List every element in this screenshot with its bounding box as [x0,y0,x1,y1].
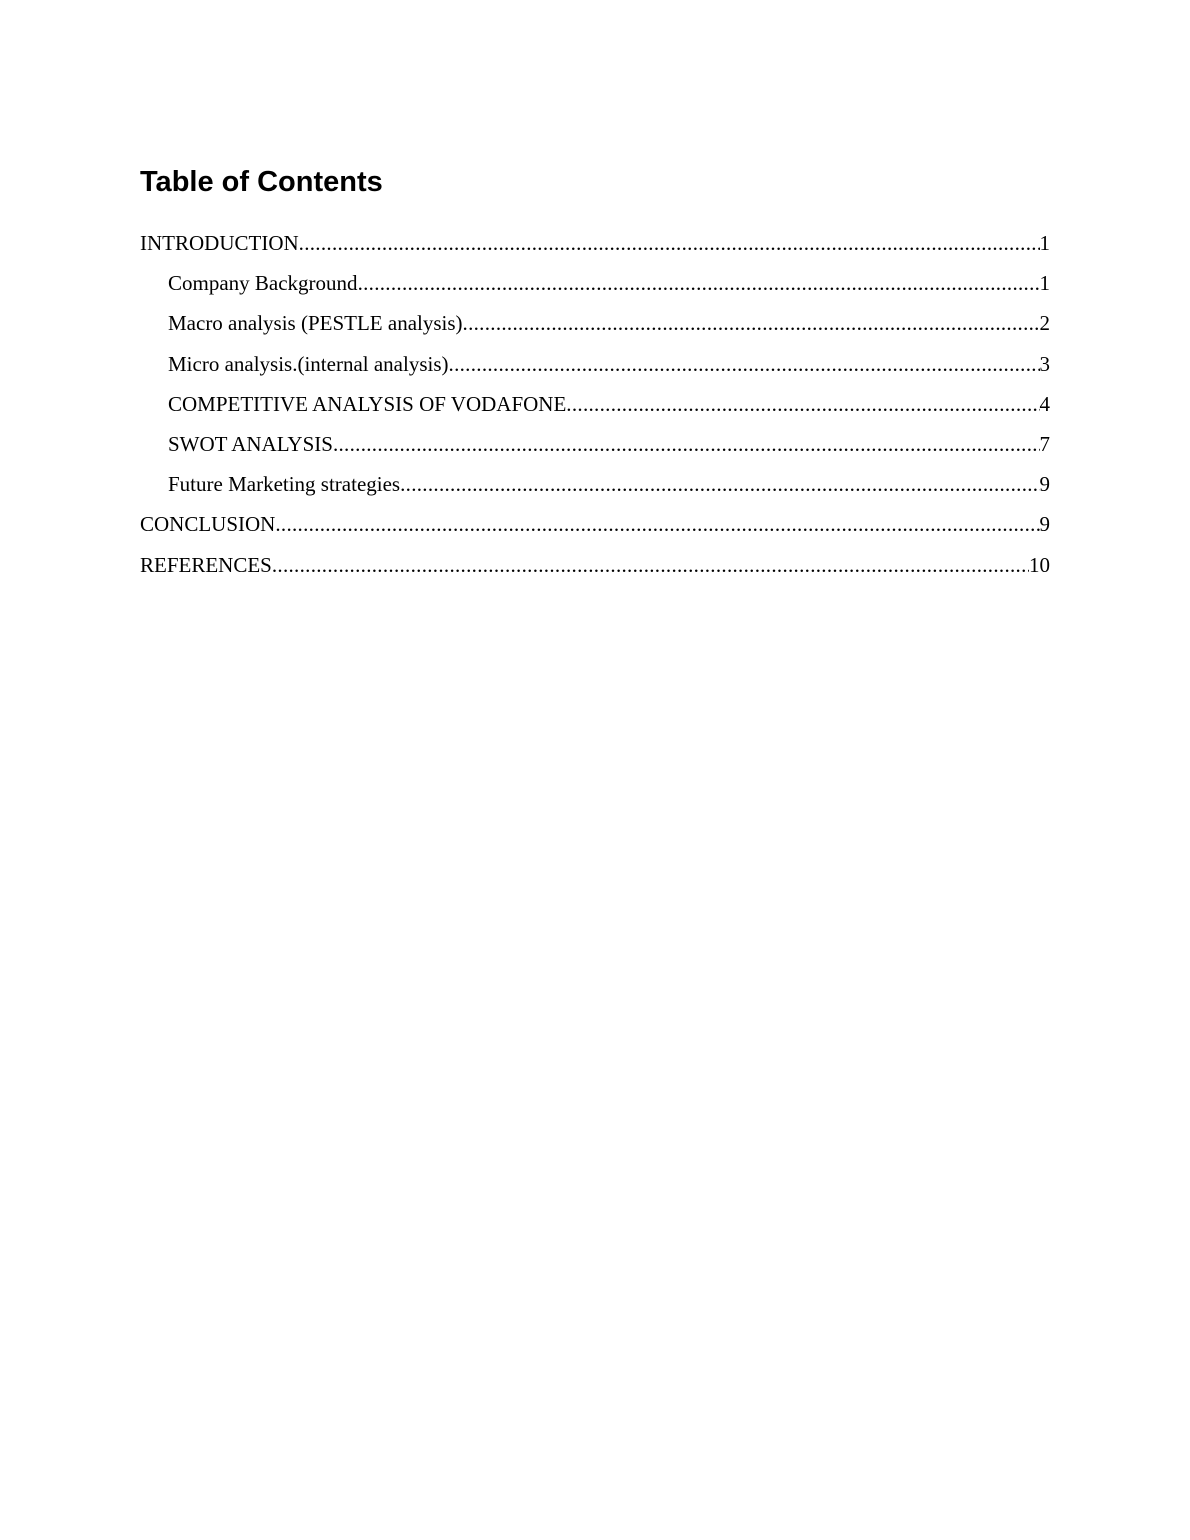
toc-entry-future-marketing[interactable] [140,471,1050,511]
toc-entry-label: INTRODUCTION [140,231,299,255]
dot-leader [299,230,1040,256]
toc-entry-micro-analysis[interactable] [140,351,1050,391]
toc-title: Table of Contents [140,166,383,198]
toc-page-number: 1 [1039,231,1050,255]
toc-page-number: 10 [1029,552,1050,577]
dot-leader [358,270,1040,296]
dot-leader [449,351,1040,377]
toc-entry-competitive-analysis[interactable] [140,391,1050,431]
table-of-contents [140,230,1050,592]
toc-entry-label: Future Marketing strategies [168,472,401,497]
toc-entry-label: CONCLUSION [140,512,276,537]
dot-leader [272,552,1029,578]
toc-entry-label: Micro analysis.(internal analysis) [168,351,449,376]
toc-entry-label: Macro analysis (PESTLE analysis) [168,311,463,336]
toc-entry-label: SWOT ANALYSIS [168,431,333,456]
toc-page-number: 9 [1039,512,1050,537]
toc-entry-macro-analysis[interactable] [140,310,1050,350]
dot-leader [566,391,1039,417]
toc-page-number: 7 [1039,431,1050,456]
toc-entry-label: COMPETITIVE ANALYSIS OF VODAFONE [168,391,567,416]
toc-entry-conclusion[interactable] [140,511,1050,551]
toc-page-number: 1 [1039,271,1050,296]
dot-leader [275,511,1039,537]
dot-leader [333,431,1040,457]
dot-leader [463,310,1040,336]
toc-entry-label: Company Background [168,271,358,296]
toc-page-number: 2 [1039,311,1050,336]
toc-page-number: 3 [1039,351,1050,376]
toc-entry-label: REFERENCES [140,552,272,577]
toc-entry-swot-analysis[interactable] [140,431,1050,471]
toc-entry-references[interactable] [140,552,1050,592]
toc-page-number: 9 [1039,472,1050,497]
toc-entry-company-background[interactable] [140,270,1050,310]
dot-leader [400,471,1039,497]
toc-entry-introduction[interactable] [140,230,1050,270]
toc-page-number: 4 [1039,391,1050,416]
